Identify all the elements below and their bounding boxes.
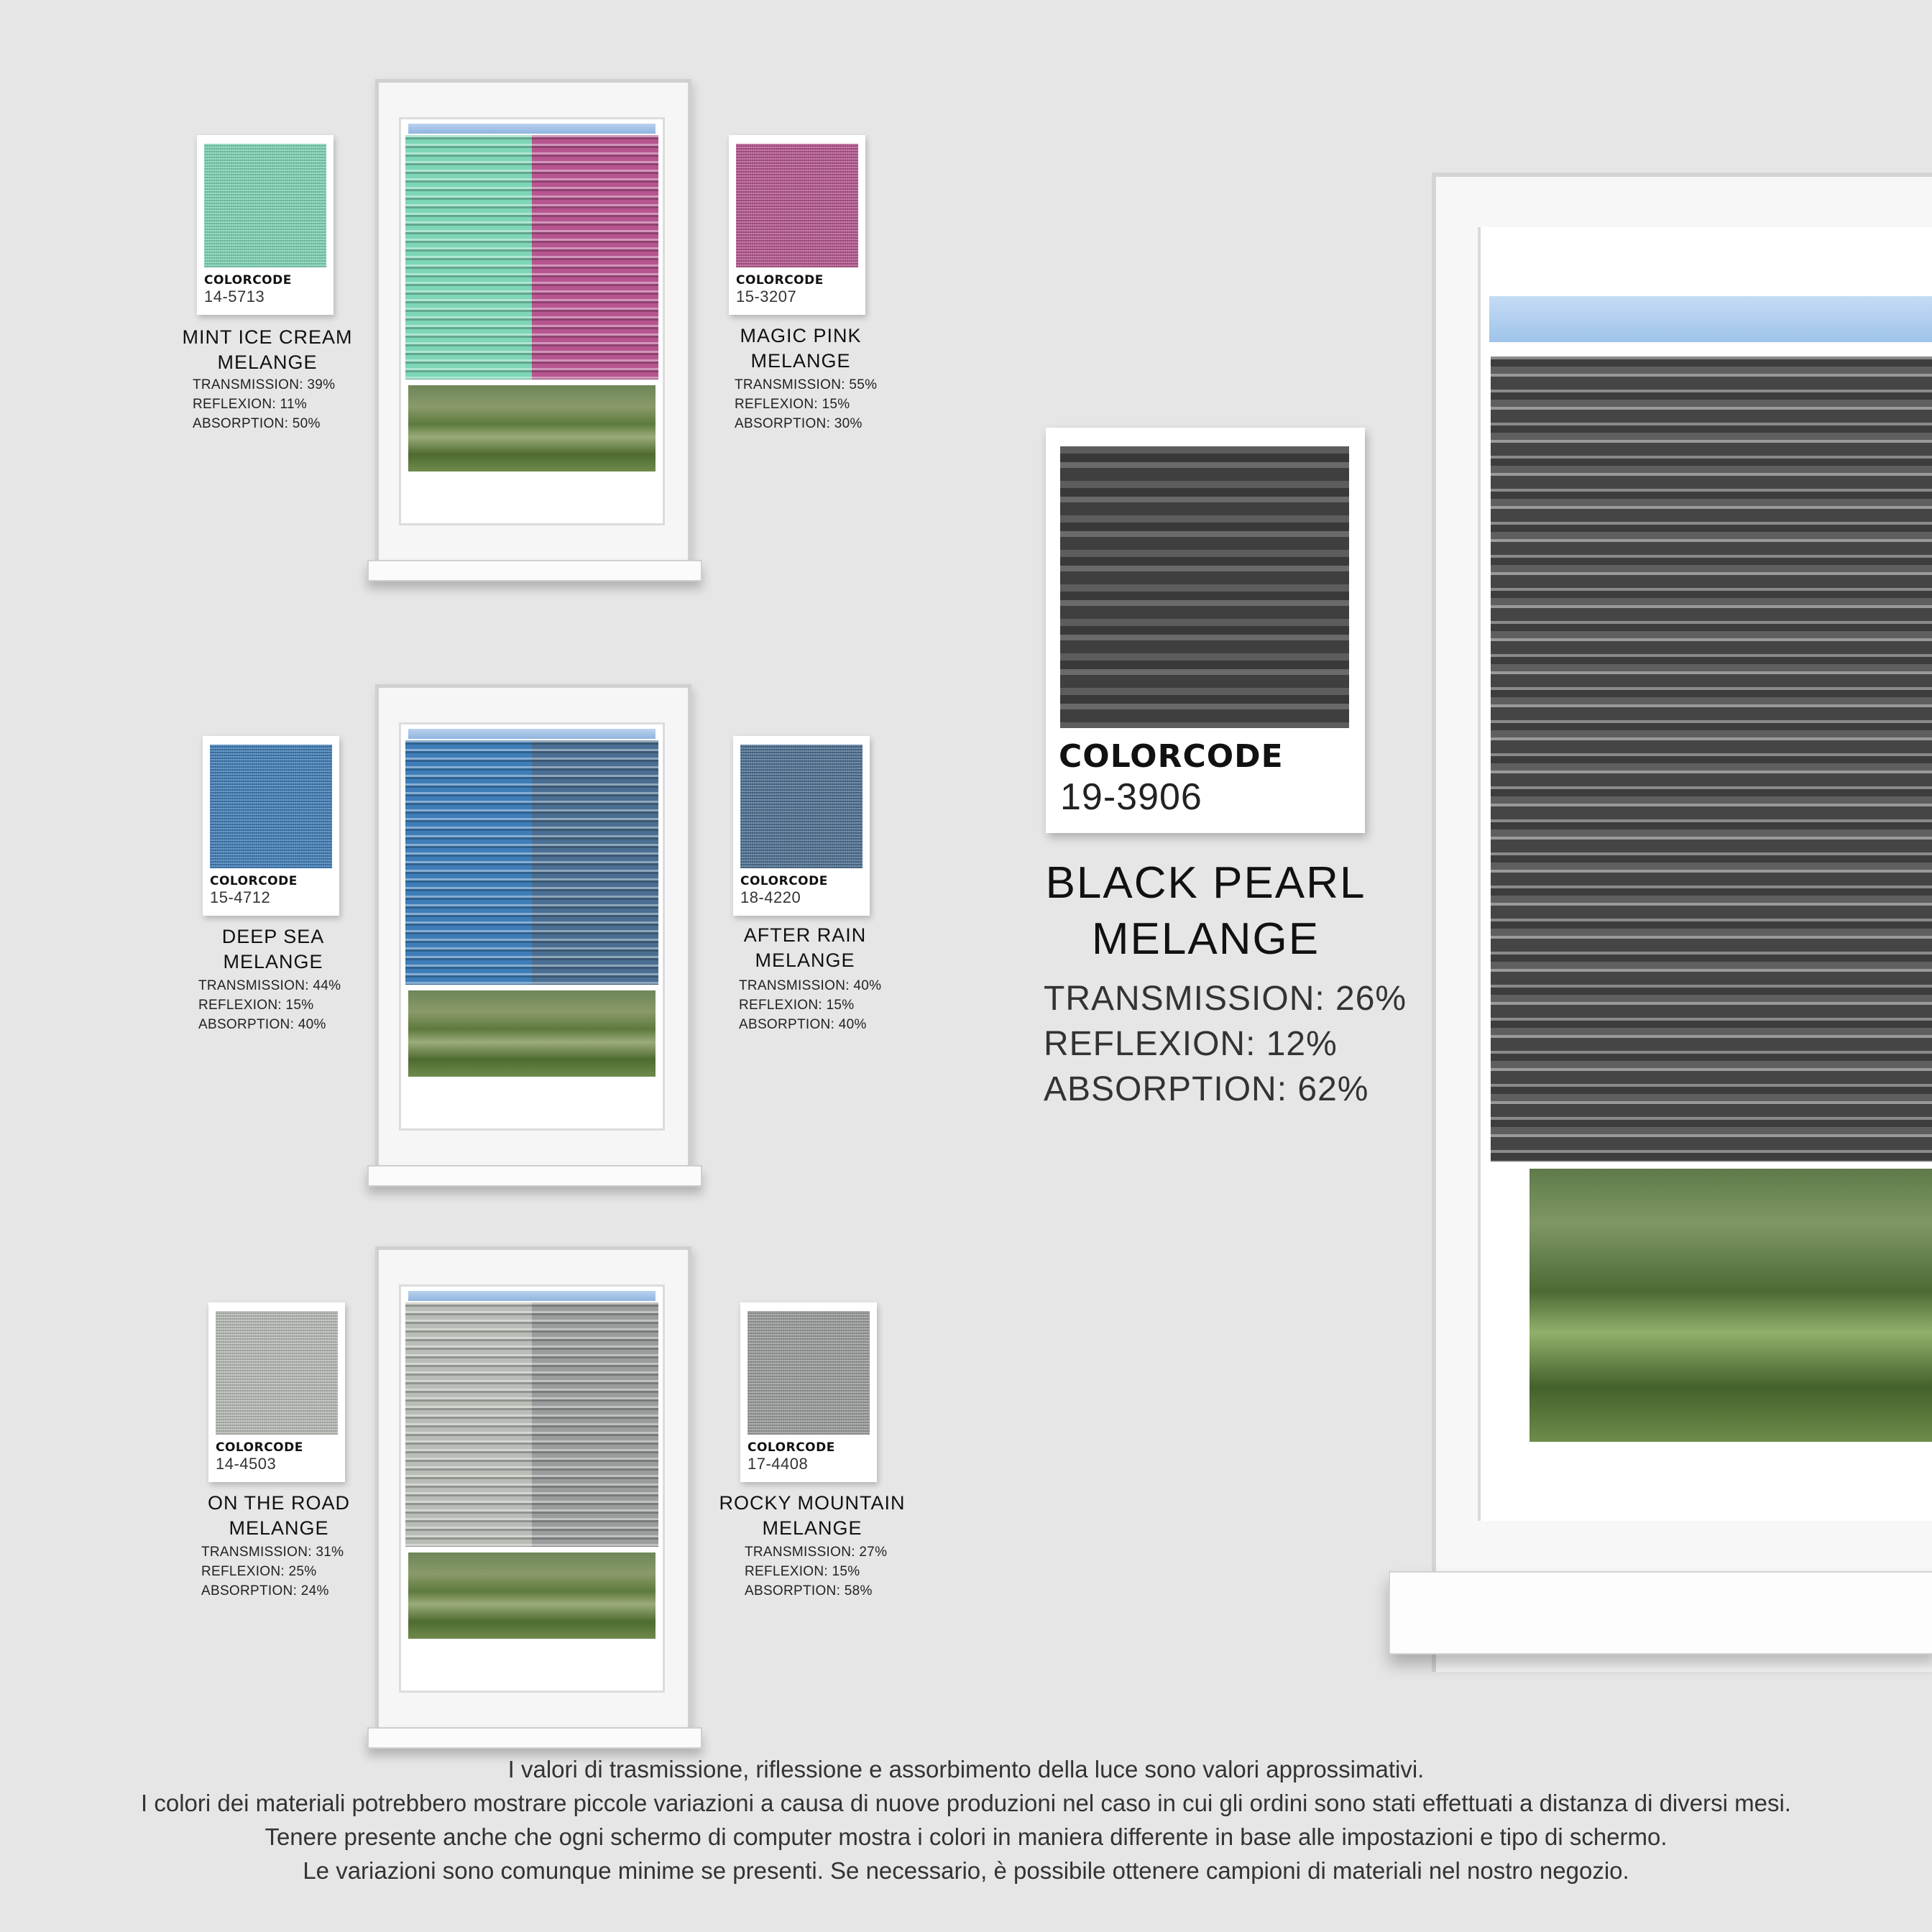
absorption-value: ABSORPTION: 50%	[193, 416, 321, 431]
featured-window-sill	[1389, 1571, 1932, 1655]
fabric-swatch	[740, 745, 862, 868]
featured-product-name	[1006, 855, 1405, 967]
featured-light-values	[1044, 976, 1407, 1112]
reflexion-value: REFLEXION: 15%	[735, 397, 850, 412]
blind-half-after-rain	[532, 740, 658, 985]
transmission-value: TRANSMISSION: 40%	[739, 978, 882, 993]
transmission-value: TRANSMISSION: 27%	[745, 1545, 888, 1560]
disclaimer-line2: I colori dei materiali potrebbero mostrare piccole variazioni a causa di nuove produzioni nel caso in cui gli ordini sono stati effettuati a distanza di diversi mesi.	[141, 1790, 1791, 1816]
absorption-value: ABSORPTION: 24%	[201, 1583, 329, 1598]
light-values	[193, 375, 335, 433]
window-frame	[399, 722, 665, 1131]
featured-swatch-card[interactable]	[1046, 428, 1365, 833]
light-values	[735, 375, 877, 433]
light-values	[201, 1542, 344, 1601]
blind-half-deep-sea	[405, 740, 532, 985]
blind-half-rocky-mountain	[532, 1302, 658, 1547]
blind-half-pink	[532, 135, 658, 380]
featured-absorption: ABSORPTION: 62%	[1044, 1070, 1369, 1108]
disclaimer-line4: Le variazioni sono comunque minime se presenti. Se necessario, è possibile ottenere campioni di materiali nel nostro negozio.	[303, 1857, 1629, 1884]
fabric-swatch	[204, 144, 326, 267]
featured-window	[1432, 172, 1932, 1672]
swatch-card-mint[interactable]	[197, 135, 334, 315]
colorcode-value: 14-5713	[204, 288, 265, 305]
product-name-line2: MELANGE	[223, 951, 323, 972]
product-name-line2: MELANGE	[229, 1517, 329, 1539]
window-deepsea-afterrain	[375, 684, 691, 1174]
fabric-swatch	[748, 1311, 870, 1435]
product-name-line2: MELANGE	[755, 949, 855, 971]
reflexion-value: REFLEXION: 25%	[201, 1564, 317, 1579]
window-landscape-view	[408, 990, 656, 1077]
light-values	[198, 976, 341, 1034]
window-sill	[367, 560, 702, 581]
window-landscape-view	[408, 1552, 656, 1639]
light-values	[739, 976, 881, 1034]
colorcode-label: COLORCODE	[736, 273, 824, 288]
window-glass-top	[408, 124, 656, 134]
light-values	[745, 1542, 887, 1601]
colorcode-value: 15-4712	[210, 888, 271, 906]
transmission-value: TRANSMISSION: 44%	[198, 978, 341, 993]
swatch-card-deep-sea[interactable]	[203, 736, 339, 916]
colorcode-label: COLORCODE	[748, 1440, 835, 1455]
featured-name-line1: BLACK PEARL	[1045, 858, 1366, 908]
swatch-card-pink[interactable]	[729, 135, 865, 315]
absorption-value: ABSORPTION: 40%	[198, 1017, 326, 1032]
reflexion-value: REFLEXION: 15%	[745, 1564, 860, 1579]
blind-half-mint	[405, 135, 532, 380]
pleated-blind-preview	[405, 135, 658, 380]
disclaimer	[0, 1752, 1932, 1887]
featured-transmission: TRANSMISSION: 26%	[1044, 980, 1407, 1018]
colorcode-label: COLORCODE	[204, 273, 292, 288]
absorption-value: ABSORPTION: 30%	[735, 416, 862, 431]
product-name-line1: AFTER RAIN	[743, 924, 867, 946]
fabric-swatch	[216, 1311, 338, 1435]
pleated-blind-preview	[405, 740, 658, 985]
product-name-line1: ROCKY MOUNTAIN	[719, 1492, 906, 1514]
featured-fabric-swatch	[1060, 446, 1349, 728]
window-frame	[399, 1284, 665, 1693]
product-name	[165, 924, 381, 975]
disclaimer-line3: Tenere presente anche che ogni schermo di computer mostra i colori in maniera differente in base alle impostazioni e tipo di schermo.	[264, 1823, 1668, 1850]
product-name-line1: ON THE ROAD	[207, 1492, 351, 1514]
colorcode-label: COLORCODE	[216, 1440, 303, 1455]
swatch-card-after-rain[interactable]	[733, 736, 870, 916]
product-name-line2: MELANGE	[762, 1517, 862, 1539]
reflexion-value: REFLEXION: 15%	[198, 998, 314, 1013]
featured-colorcode-value: 19-3906	[1060, 776, 1202, 818]
window-glass-top	[408, 1291, 656, 1301]
product-name-line1: DEEP SEA	[221, 926, 325, 947]
product-name-line2: MELANGE	[217, 351, 318, 373]
window-sill	[367, 1165, 702, 1187]
disclaimer-line1: I valori di trasmissione, riflessione e assorbimento della luce sono valori approssimativi.	[507, 1756, 1425, 1782]
pleated-blind-preview	[405, 1302, 658, 1547]
absorption-value: ABSORPTION: 58%	[745, 1583, 873, 1598]
colorcode-value: 17-4408	[748, 1455, 809, 1473]
product-name	[171, 1491, 387, 1541]
featured-window-glass-top	[1489, 296, 1932, 342]
featured-landscape-view	[1530, 1169, 1932, 1442]
product-name	[704, 1491, 920, 1541]
product-name-line1: MINT ICE CREAM	[182, 326, 353, 348]
colorcode-label: COLORCODE	[740, 874, 828, 888]
product-name-line1: MAGIC PINK	[740, 325, 862, 346]
window-glass-top	[408, 729, 656, 739]
fabric-swatch	[210, 745, 332, 868]
featured-reflexion: REFLEXION: 12%	[1044, 1025, 1338, 1063]
window-sill	[367, 1727, 702, 1749]
absorption-value: ABSORPTION: 40%	[739, 1017, 867, 1032]
window-frame	[399, 117, 665, 525]
fabric-swatch	[736, 144, 858, 267]
colorcode-value: 14-4503	[216, 1455, 277, 1473]
reflexion-value: REFLEXION: 11%	[193, 397, 308, 412]
blind-half-on-the-road	[405, 1302, 532, 1547]
transmission-value: TRANSMISSION: 31%	[201, 1545, 344, 1560]
colorcode-value: 18-4220	[740, 888, 801, 906]
transmission-value: TRANSMISSION: 39%	[193, 377, 336, 392]
swatch-card-rocky-mountain[interactable]	[740, 1302, 877, 1482]
colorcode-value: 15-3207	[736, 288, 797, 305]
product-name	[697, 923, 913, 973]
swatch-card-on-the-road[interactable]	[208, 1302, 345, 1482]
window-mint-pink	[375, 79, 691, 569]
featured-colorcode-label: COLORCODE	[1059, 738, 1284, 775]
transmission-value: TRANSMISSION: 55%	[735, 377, 878, 392]
product-name	[693, 323, 908, 374]
reflexion-value: REFLEXION: 15%	[739, 998, 855, 1013]
featured-name-line2: MELANGE	[1091, 914, 1320, 964]
window-landscape-view	[408, 385, 656, 472]
product-name	[160, 325, 375, 375]
product-name-line2: MELANGE	[750, 350, 851, 372]
window-ontheroad-rocky	[375, 1246, 691, 1736]
featured-pleated-blind	[1491, 356, 1932, 1162]
colorcode-label: COLORCODE	[210, 874, 298, 888]
